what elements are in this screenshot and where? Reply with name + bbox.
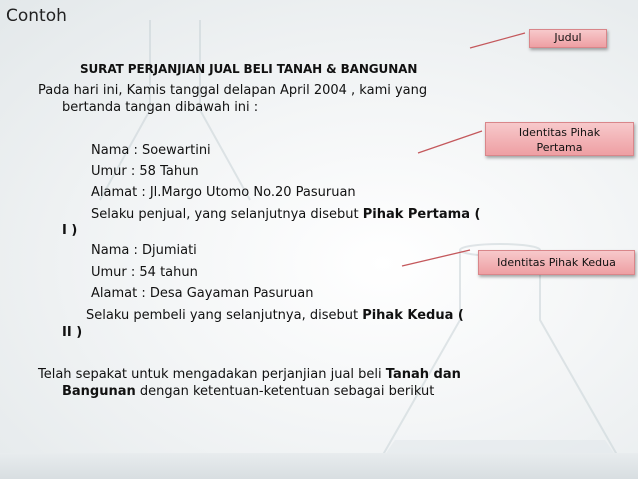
party1-name: Nama : Soewartini <box>91 143 211 158</box>
party1-role-continuation <box>62 223 77 238</box>
party2-name: Nama : Djumiati <box>91 243 197 258</box>
party2-role-cont: II ) <box>62 325 83 340</box>
party2-address: Alamat : Desa Gayaman Pasuruan <box>91 286 314 301</box>
party2-age: Umur : 54 tahun <box>91 265 198 280</box>
agreement-line-2 <box>62 384 434 399</box>
party2-role-text: Selaku pembeli yang selanjutnya, disebut <box>86 308 363 323</box>
leader-line-party1 <box>418 131 482 153</box>
party1-role <box>91 207 480 222</box>
intro-line-1: Pada hari ini, Kamis tanggal delapan April 2004 , kami yang <box>38 83 428 98</box>
callout-party2-label: Identitas Pihak Kedua <box>497 256 616 269</box>
callout-party1 <box>485 122 634 156</box>
callout-party2 <box>478 250 635 275</box>
slide-heading: Contoh <box>6 6 67 26</box>
leader-line-title <box>470 33 525 48</box>
party2-role-bold: Pihak Kedua ( <box>362 308 464 323</box>
document-title: SURAT PERJANJIAN JUAL BELI TANAH & BANGUNAN <box>80 62 418 76</box>
party1-role-text: Selaku penjual, yang selanjutnya disebut <box>91 207 363 222</box>
party2-role-continuation <box>62 325 82 340</box>
party1-age: Umur : 58 Tahun <box>91 164 199 179</box>
agreement-line2-bold: Bangunan <box>62 384 136 399</box>
callout-party1-label-1: Identitas Pihak <box>518 126 601 139</box>
leader-line-party2 <box>402 250 470 266</box>
agreement-line2-text: dengan ketentuan-ketentuan sebagai berikut <box>135 384 435 399</box>
intro-line-2: bertanda tangan dibawah ini : <box>62 100 259 115</box>
party1-role-cont: I ) <box>62 223 78 238</box>
agreement-text: Telah sepakat untuk mengadakan perjanjian jual beli <box>38 367 386 382</box>
agreement-bold: Tanah dan <box>385 367 461 382</box>
party1-role-bold: Pihak Pertama ( <box>362 207 481 222</box>
agreement-line-1 <box>38 367 461 382</box>
bottom-band <box>0 453 638 479</box>
party2-role <box>86 308 464 323</box>
callout-party1-label-2: Pertama <box>536 141 583 154</box>
callout-title-label: Judul <box>554 31 582 44</box>
party1-address: Alamat : Jl.Margo Utomo No.20 Pasuruan <box>91 185 356 200</box>
callout-title <box>529 29 607 48</box>
